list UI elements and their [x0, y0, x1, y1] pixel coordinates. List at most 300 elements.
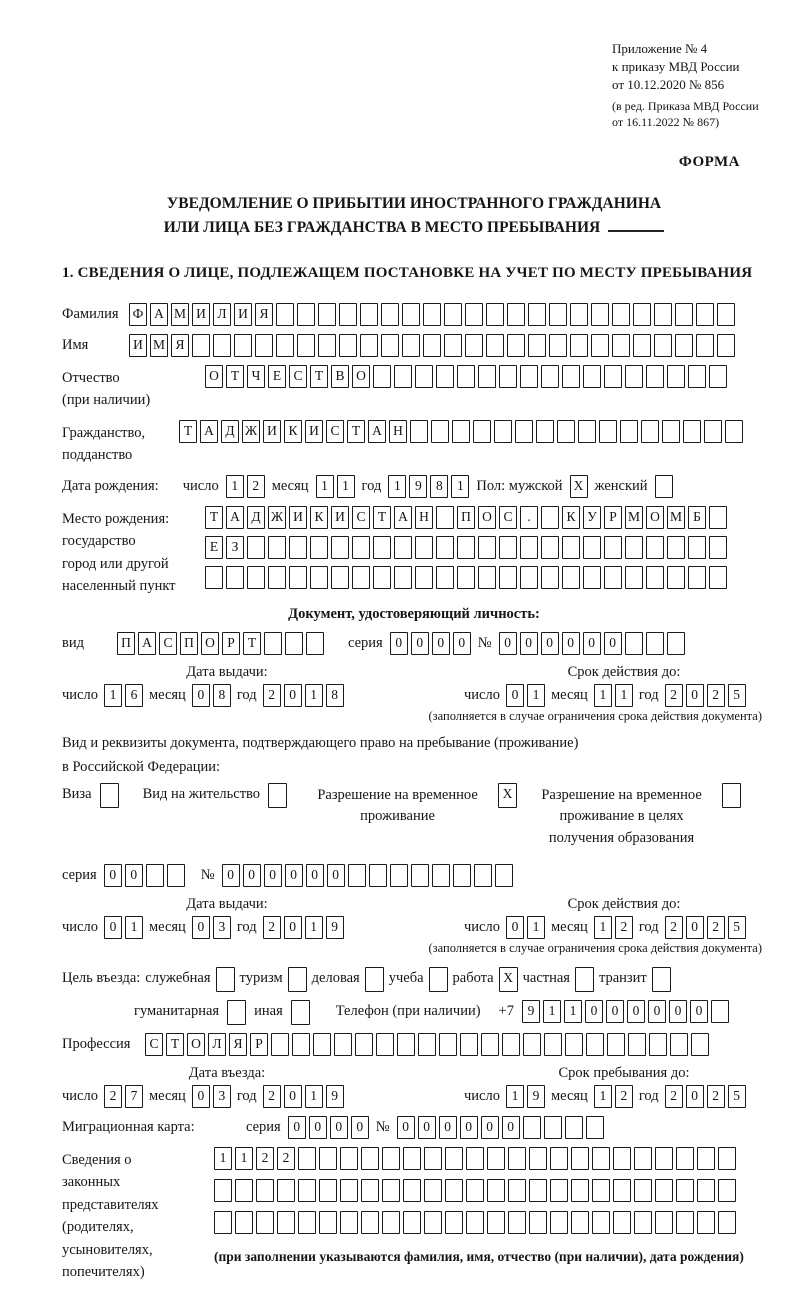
form-cell[interactable]: 5 [728, 1085, 746, 1108]
form-cell[interactable] [466, 1211, 484, 1234]
form-cell[interactable] [633, 303, 651, 326]
form-cell[interactable] [445, 1147, 463, 1170]
form-cell[interactable] [369, 864, 387, 887]
form-cell[interactable] [205, 566, 223, 589]
form-cell[interactable]: X [499, 967, 518, 992]
form-cell[interactable] [655, 1147, 673, 1170]
form-cell[interactable]: 0 [288, 1116, 306, 1139]
form-cell[interactable]: С [352, 506, 370, 529]
form-cell[interactable] [718, 1179, 736, 1202]
form-cell[interactable]: И [305, 420, 323, 443]
form-cell[interactable] [541, 566, 559, 589]
form-cell[interactable]: 2 [263, 1085, 281, 1108]
form-cell[interactable] [499, 536, 517, 559]
form-cell[interactable] [667, 536, 685, 559]
form-cell[interactable] [264, 632, 282, 655]
form-cell[interactable] [565, 1116, 583, 1139]
form-cell[interactable]: 1 [305, 916, 323, 939]
form-cell[interactable]: Р [222, 632, 240, 655]
form-cell[interactable]: 0 [648, 1000, 666, 1023]
form-cell[interactable] [478, 536, 496, 559]
form-cell[interactable] [444, 334, 462, 357]
form-cell[interactable] [276, 334, 294, 357]
form-cell[interactable]: Я [171, 334, 189, 357]
form-cell[interactable] [607, 1033, 625, 1056]
form-cell[interactable] [436, 536, 454, 559]
form-cell[interactable]: Н [389, 420, 407, 443]
form-cell[interactable]: Т [243, 632, 261, 655]
form-cell[interactable] [529, 1147, 547, 1170]
form-cell[interactable]: Т [205, 506, 223, 529]
form-cell[interactable]: И [289, 506, 307, 529]
form-cell[interactable] [711, 1000, 729, 1023]
form-cell[interactable]: Т [310, 365, 328, 388]
form-cell[interactable] [683, 420, 701, 443]
form-cell[interactable]: Л [213, 303, 231, 326]
form-cell[interactable] [633, 334, 651, 357]
form-cell[interactable]: 0 [390, 632, 408, 655]
form-cell[interactable] [697, 1179, 715, 1202]
form-cell[interactable]: 0 [562, 632, 580, 655]
form-cell[interactable]: 0 [222, 864, 240, 887]
form-cell[interactable] [256, 1179, 274, 1202]
form-cell[interactable]: 0 [284, 916, 302, 939]
form-cell[interactable]: 1 [226, 475, 244, 498]
form-cell[interactable] [285, 632, 303, 655]
form-cell[interactable] [298, 1179, 316, 1202]
form-cell[interactable] [562, 365, 580, 388]
form-cell[interactable]: 2 [256, 1147, 274, 1170]
form-cell[interactable]: 2 [247, 475, 265, 498]
form-cell[interactable] [292, 1033, 310, 1056]
form-cell[interactable]: 1 [305, 1085, 323, 1108]
form-cell[interactable]: М [625, 506, 643, 529]
form-cell[interactable] [277, 1211, 295, 1234]
form-cell[interactable]: 1 [214, 1147, 232, 1170]
form-cell[interactable]: П [117, 632, 135, 655]
form-cell[interactable]: 0 [330, 1116, 348, 1139]
form-cell[interactable] [586, 1033, 604, 1056]
form-cell[interactable]: О [201, 632, 219, 655]
form-cell[interactable]: 9 [522, 1000, 540, 1023]
form-cell[interactable] [591, 334, 609, 357]
form-cell[interactable]: 0 [541, 632, 559, 655]
form-cell[interactable] [709, 536, 727, 559]
form-cell[interactable] [478, 566, 496, 589]
form-cell[interactable] [340, 1179, 358, 1202]
form-cell[interactable] [465, 303, 483, 326]
form-cell[interactable] [625, 566, 643, 589]
form-cell[interactable] [214, 1211, 232, 1234]
form-cell[interactable] [452, 420, 470, 443]
form-cell[interactable] [457, 536, 475, 559]
form-cell[interactable]: 1 [594, 916, 612, 939]
form-cell[interactable] [360, 303, 378, 326]
form-cell[interactable] [583, 536, 601, 559]
form-cell[interactable] [298, 1211, 316, 1234]
form-cell[interactable] [676, 1179, 694, 1202]
form-cell[interactable]: 0 [506, 916, 524, 939]
form-cell[interactable] [709, 566, 727, 589]
form-cell[interactable] [654, 334, 672, 357]
form-cell[interactable] [255, 334, 273, 357]
form-cell[interactable] [613, 1211, 631, 1234]
form-cell[interactable] [570, 303, 588, 326]
form-cell[interactable] [520, 536, 538, 559]
form-cell[interactable]: Р [604, 506, 622, 529]
form-cell[interactable] [146, 864, 164, 887]
form-cell[interactable] [339, 303, 357, 326]
form-cell[interactable] [667, 566, 685, 589]
form-cell[interactable]: М [667, 506, 685, 529]
form-cell[interactable] [381, 303, 399, 326]
form-cell[interactable]: 0 [686, 916, 704, 939]
form-cell[interactable] [487, 1211, 505, 1234]
form-cell[interactable]: Б [688, 506, 706, 529]
form-cell[interactable] [634, 1179, 652, 1202]
form-cell[interactable] [453, 864, 471, 887]
form-cell[interactable] [213, 334, 231, 357]
form-cell[interactable]: С [289, 365, 307, 388]
form-cell[interactable] [361, 1147, 379, 1170]
form-cell[interactable] [429, 967, 448, 992]
form-cell[interactable] [570, 334, 588, 357]
form-cell[interactable]: 5 [728, 684, 746, 707]
form-cell[interactable] [612, 303, 630, 326]
form-cell[interactable] [571, 1147, 589, 1170]
form-cell[interactable] [457, 365, 475, 388]
form-cell[interactable] [288, 967, 307, 992]
form-cell[interactable] [167, 864, 185, 887]
form-cell[interactable] [544, 1116, 562, 1139]
form-cell[interactable] [235, 1179, 253, 1202]
form-cell[interactable] [667, 632, 685, 655]
form-cell[interactable] [709, 506, 727, 529]
form-cell[interactable] [586, 1116, 604, 1139]
form-cell[interactable]: Н [415, 506, 433, 529]
form-cell[interactable] [507, 303, 525, 326]
form-cell[interactable] [365, 967, 384, 992]
form-cell[interactable] [487, 1179, 505, 1202]
form-cell[interactable] [487, 1147, 505, 1170]
form-cell[interactable] [486, 334, 504, 357]
form-cell[interactable] [550, 1179, 568, 1202]
form-cell[interactable] [613, 1179, 631, 1202]
form-cell[interactable] [466, 1147, 484, 1170]
form-cell[interactable] [486, 303, 504, 326]
form-cell[interactable]: Е [205, 536, 223, 559]
form-cell[interactable]: 0 [192, 916, 210, 939]
form-cell[interactable]: К [284, 420, 302, 443]
form-cell[interactable]: 0 [397, 1116, 415, 1139]
form-cell[interactable]: 0 [690, 1000, 708, 1023]
form-cell[interactable]: 3 [213, 916, 231, 939]
form-cell[interactable]: С [159, 632, 177, 655]
form-cell[interactable]: О [646, 506, 664, 529]
form-cell[interactable] [235, 1211, 253, 1234]
form-cell[interactable] [397, 1033, 415, 1056]
form-cell[interactable] [415, 536, 433, 559]
form-cell[interactable] [628, 1033, 646, 1056]
form-cell[interactable] [424, 1179, 442, 1202]
form-cell[interactable]: С [326, 420, 344, 443]
form-cell[interactable] [544, 1033, 562, 1056]
form-cell[interactable] [557, 420, 575, 443]
form-cell[interactable]: . [520, 506, 538, 529]
form-cell[interactable] [319, 1179, 337, 1202]
form-cell[interactable] [319, 1211, 337, 1234]
form-cell[interactable]: П [180, 632, 198, 655]
form-cell[interactable]: 9 [409, 475, 427, 498]
form-cell[interactable] [432, 864, 450, 887]
form-cell[interactable]: Д [247, 506, 265, 529]
form-cell[interactable] [675, 334, 693, 357]
form-cell[interactable] [520, 365, 538, 388]
form-cell[interactable] [508, 1147, 526, 1170]
form-cell[interactable] [634, 1147, 652, 1170]
form-cell[interactable] [403, 1211, 421, 1234]
form-cell[interactable]: А [226, 506, 244, 529]
form-cell[interactable] [360, 334, 378, 357]
form-cell[interactable]: 0 [243, 864, 261, 887]
form-cell[interactable] [604, 536, 622, 559]
form-cell[interactable] [583, 365, 601, 388]
form-cell[interactable] [670, 1033, 688, 1056]
form-cell[interactable] [226, 566, 244, 589]
form-cell[interactable]: 0 [604, 632, 622, 655]
form-cell[interactable]: 9 [326, 916, 344, 939]
form-cell[interactable]: Я [229, 1033, 247, 1056]
form-cell[interactable]: 1 [104, 684, 122, 707]
form-cell[interactable] [331, 536, 349, 559]
form-cell[interactable]: 0 [418, 1116, 436, 1139]
form-cell[interactable]: 1 [316, 475, 334, 498]
form-cell[interactable] [536, 420, 554, 443]
form-cell[interactable] [688, 566, 706, 589]
form-cell[interactable] [541, 506, 559, 529]
form-cell[interactable]: 5 [728, 916, 746, 939]
form-cell[interactable]: З [226, 536, 244, 559]
form-cell[interactable]: 1 [506, 1085, 524, 1108]
form-cell[interactable]: 1 [235, 1147, 253, 1170]
form-cell[interactable]: 0 [520, 632, 538, 655]
form-cell[interactable] [499, 365, 517, 388]
form-cell[interactable]: Ж [242, 420, 260, 443]
form-cell[interactable]: 0 [327, 864, 345, 887]
form-cell[interactable] [402, 303, 420, 326]
form-cell[interactable] [481, 1033, 499, 1056]
form-cell[interactable]: Ф [129, 303, 147, 326]
form-cell[interactable] [361, 1211, 379, 1234]
form-cell[interactable]: 0 [104, 916, 122, 939]
form-cell[interactable] [604, 365, 622, 388]
form-cell[interactable] [411, 864, 429, 887]
form-cell[interactable] [310, 536, 328, 559]
form-cell[interactable] [634, 1211, 652, 1234]
form-cell[interactable] [697, 1211, 715, 1234]
form-cell[interactable]: Е [268, 365, 286, 388]
form-cell[interactable]: И [129, 334, 147, 357]
form-cell[interactable] [431, 420, 449, 443]
form-cell[interactable]: Т [166, 1033, 184, 1056]
form-cell[interactable] [592, 1179, 610, 1202]
form-cell[interactable] [613, 1147, 631, 1170]
form-cell[interactable] [474, 864, 492, 887]
form-cell[interactable] [192, 334, 210, 357]
form-cell[interactable]: Р [250, 1033, 268, 1056]
form-cell[interactable]: 0 [499, 632, 517, 655]
form-cell[interactable]: 0 [606, 1000, 624, 1023]
form-cell[interactable] [523, 1033, 541, 1056]
form-cell[interactable]: К [310, 506, 328, 529]
form-cell[interactable] [641, 420, 659, 443]
form-cell[interactable] [339, 334, 357, 357]
form-cell[interactable] [289, 536, 307, 559]
form-cell[interactable] [592, 1211, 610, 1234]
form-cell[interactable] [528, 334, 546, 357]
form-cell[interactable] [403, 1179, 421, 1202]
form-cell[interactable] [494, 420, 512, 443]
form-cell[interactable] [216, 967, 235, 992]
form-cell[interactable] [313, 1033, 331, 1056]
form-cell[interactable]: 2 [707, 684, 725, 707]
form-cell[interactable]: X [498, 783, 517, 808]
form-cell[interactable] [571, 1179, 589, 1202]
form-cell[interactable]: О [187, 1033, 205, 1056]
form-cell[interactable]: С [499, 506, 517, 529]
form-cell[interactable] [256, 1211, 274, 1234]
form-cell[interactable] [709, 365, 727, 388]
form-cell[interactable]: Д [221, 420, 239, 443]
form-cell[interactable] [271, 1033, 289, 1056]
form-cell[interactable] [319, 1147, 337, 1170]
form-cell[interactable] [394, 566, 412, 589]
form-cell[interactable] [436, 365, 454, 388]
form-cell[interactable]: 0 [453, 632, 471, 655]
form-cell[interactable] [382, 1147, 400, 1170]
form-cell[interactable] [688, 365, 706, 388]
form-cell[interactable] [571, 1211, 589, 1234]
form-cell[interactable]: 1 [451, 475, 469, 498]
form-cell[interactable]: Т [373, 506, 391, 529]
form-cell[interactable] [436, 506, 454, 529]
form-cell[interactable] [655, 1179, 673, 1202]
form-cell[interactable]: М [150, 334, 168, 357]
form-cell[interactable] [646, 536, 664, 559]
form-cell[interactable] [439, 1033, 457, 1056]
form-cell[interactable]: 0 [686, 1085, 704, 1108]
form-cell[interactable]: 0 [284, 1085, 302, 1108]
form-cell[interactable] [382, 1179, 400, 1202]
form-cell[interactable] [652, 967, 671, 992]
form-cell[interactable]: А [138, 632, 156, 655]
form-cell[interactable] [298, 1147, 316, 1170]
form-cell[interactable]: 0 [502, 1116, 520, 1139]
form-cell[interactable] [696, 334, 714, 357]
form-cell[interactable] [331, 566, 349, 589]
form-cell[interactable] [340, 1211, 358, 1234]
form-cell[interactable]: Ч [247, 365, 265, 388]
form-cell[interactable]: 2 [263, 684, 281, 707]
form-cell[interactable] [722, 783, 741, 808]
form-cell[interactable] [473, 420, 491, 443]
form-cell[interactable] [415, 365, 433, 388]
form-cell[interactable]: В [331, 365, 349, 388]
form-cell[interactable] [625, 536, 643, 559]
form-cell[interactable] [373, 536, 391, 559]
form-cell[interactable] [340, 1147, 358, 1170]
form-cell[interactable] [592, 1147, 610, 1170]
form-cell[interactable]: К [562, 506, 580, 529]
form-cell[interactable]: 0 [585, 1000, 603, 1023]
form-cell[interactable]: 0 [686, 684, 704, 707]
form-cell[interactable] [247, 536, 265, 559]
form-cell[interactable]: 8 [213, 684, 231, 707]
form-cell[interactable] [247, 566, 265, 589]
form-cell[interactable] [508, 1179, 526, 1202]
form-cell[interactable] [402, 334, 420, 357]
form-cell[interactable] [718, 1147, 736, 1170]
form-cell[interactable]: 0 [439, 1116, 457, 1139]
form-cell[interactable]: О [205, 365, 223, 388]
form-cell[interactable]: 0 [351, 1116, 369, 1139]
form-cell[interactable]: 2 [277, 1147, 295, 1170]
form-cell[interactable]: 1 [594, 684, 612, 707]
form-cell[interactable] [457, 566, 475, 589]
form-cell[interactable] [297, 303, 315, 326]
form-cell[interactable] [676, 1211, 694, 1234]
form-cell[interactable] [495, 864, 513, 887]
form-cell[interactable] [704, 420, 722, 443]
form-cell[interactable]: Т [179, 420, 197, 443]
form-cell[interactable]: 8 [326, 684, 344, 707]
form-cell[interactable]: 0 [309, 1116, 327, 1139]
form-cell[interactable]: 1 [543, 1000, 561, 1023]
form-cell[interactable] [599, 420, 617, 443]
form-cell[interactable]: 7 [125, 1085, 143, 1108]
form-cell[interactable]: И [263, 420, 281, 443]
form-cell[interactable]: М [171, 303, 189, 326]
form-cell[interactable]: 3 [213, 1085, 231, 1108]
form-cell[interactable] [410, 420, 428, 443]
form-cell[interactable]: 0 [284, 684, 302, 707]
form-cell[interactable]: 1 [388, 475, 406, 498]
form-cell[interactable]: 1 [615, 684, 633, 707]
form-cell[interactable] [649, 1033, 667, 1056]
form-cell[interactable]: 0 [481, 1116, 499, 1139]
form-cell[interactable]: И [234, 303, 252, 326]
form-cell[interactable] [625, 365, 643, 388]
form-cell[interactable] [310, 566, 328, 589]
form-cell[interactable] [376, 1033, 394, 1056]
form-cell[interactable] [697, 1147, 715, 1170]
form-cell[interactable]: 0 [285, 864, 303, 887]
form-cell[interactable]: X [570, 475, 588, 498]
form-cell[interactable]: 6 [125, 684, 143, 707]
form-cell[interactable]: 0 [264, 864, 282, 887]
form-cell[interactable]: О [352, 365, 370, 388]
form-cell[interactable]: 0 [104, 864, 122, 887]
form-cell[interactable] [549, 303, 567, 326]
form-cell[interactable]: 2 [707, 1085, 725, 1108]
form-cell[interactable] [625, 632, 643, 655]
form-cell[interactable] [612, 334, 630, 357]
form-cell[interactable] [234, 334, 252, 357]
form-cell[interactable] [277, 1179, 295, 1202]
form-cell[interactable] [100, 783, 119, 808]
form-cell[interactable] [676, 1147, 694, 1170]
form-cell[interactable] [515, 420, 533, 443]
